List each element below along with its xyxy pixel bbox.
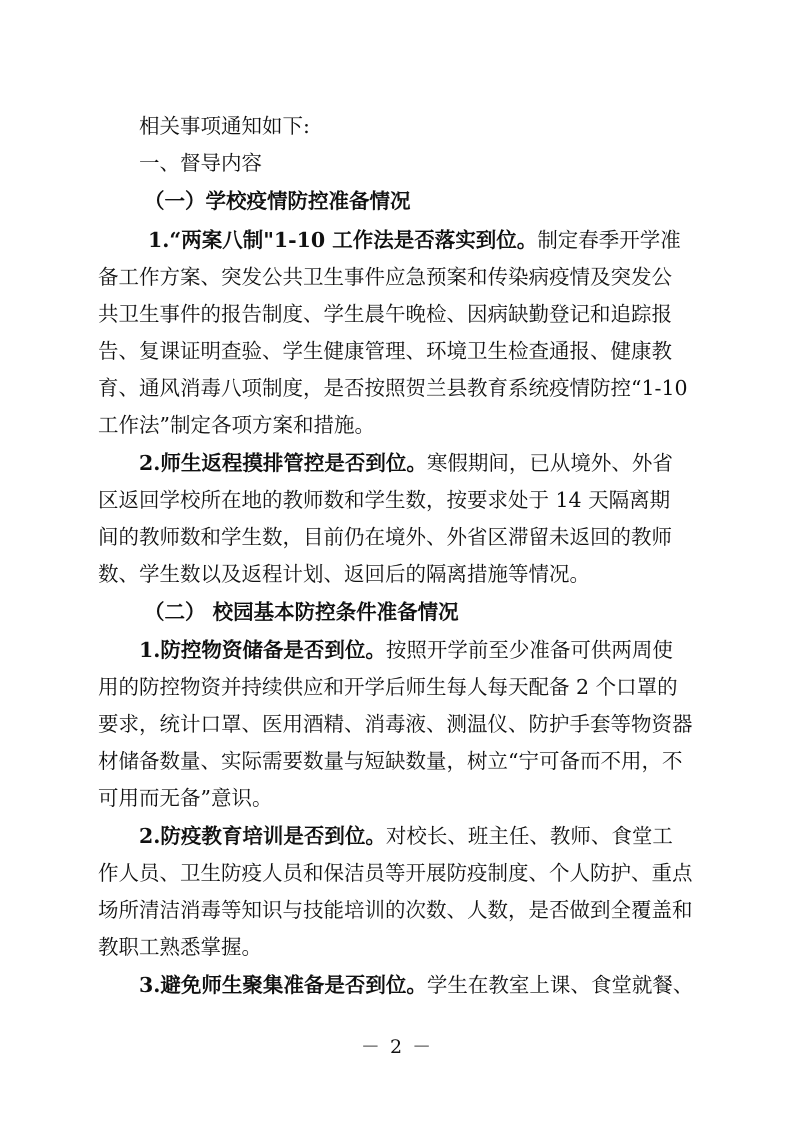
item-1-2-text: 寒假期间，已从境外、外省 [426, 451, 673, 475]
item-2-3-first-line [139, 967, 759, 1004]
item-1-1-line-2: 备工作方案、突发公共卫生事件应急预案和传染病疫情及突发公 [98, 265, 672, 289]
item-1-1-line-4: 告、复课证明查验、学生健康管理、环境卫生检查通报、健康教 [98, 339, 672, 363]
item-2-3-text: 学生在教室上课、食堂就餐、 [426, 973, 694, 997]
item-1-1-first-line [148, 222, 768, 259]
item-2-1-line-4: 材储备数量、实际需要数量与短缺数量，树立“宁可备而不用，不 [98, 749, 683, 773]
item-2-3-heading: 3.避免师生聚集准备是否到位。 [139, 973, 427, 997]
intro-line: 相关事项通知如下: [139, 114, 310, 138]
item-1-1-text: 制定春季开学准 [537, 228, 681, 252]
item-2-2-line-2: 作人员、卫生防疫人员和保洁员等开展防疫制度、个人防护、重点 [98, 861, 693, 885]
item-1-2-line-4: 数、学生数以及返程计划、返回后的隔离措施等情况。 [98, 562, 590, 586]
item-1-2-first-line [139, 445, 759, 482]
item-2-1-text: 按照开学前至少准备可供两周使 [385, 638, 673, 662]
item-1-1-line-6: 工作法”制定各项方案和措施。 [98, 413, 375, 437]
item-2-1-line-2: 用的防控物资并持续供应和开学后师生每人每天配备 2 个口罩的 [98, 675, 678, 699]
item-1-1-line-3: 共卫生事件的报告制度、学生晨午晚检、因病缺勤登记和追踪报 [98, 302, 672, 326]
item-1-1-heading: 1.“两案八制"1-10 工作法是否落实到位。 [148, 228, 538, 252]
sub-section-one-title: （一）学校疫情防控准备情况 [144, 189, 411, 213]
item-2-2-text: 对校长、班主任、教师、食堂工 [385, 824, 673, 848]
item-2-1-heading: 1.防控物资储备是否到位。 [139, 638, 386, 662]
item-1-2-line-2: 区返回学校所在地的教师数和学生数，按要求处于 14 天隔离期 [98, 488, 671, 512]
item-1-2-line-3: 间的教师数和学生数，目前仍在境外、外省区滞留未返回的教师 [98, 525, 672, 549]
section-one-title: 一、督导内容 [139, 151, 262, 175]
page-number: － 2 － [360, 1036, 434, 1058]
item-2-1-line-5: 可用而无备”意识。 [98, 786, 273, 810]
item-1-2-heading: 2.师生返程摸排管控是否到位。 [139, 451, 427, 475]
item-2-2-line-3: 场所清洁消毒等知识与技能培训的次数、人数，是否做到全覆盖和 [98, 898, 693, 922]
item-2-2-line-4: 教职工熟悉掌握。 [98, 935, 262, 959]
item-2-2-first-line [139, 818, 759, 855]
item-2-2-heading: 2.防疫教育培训是否到位。 [139, 824, 386, 848]
item-1-1-line-5: 育、通风消毒八项制度，是否按照贺兰县教育系统疫情防控“1-10 [98, 376, 688, 400]
sub-section-two-title: （二） 校园基本防控条件准备情况 [144, 600, 459, 624]
item-2-1-first-line [139, 632, 759, 669]
item-2-1-line-3: 要求，统计口罩、医用酒精、消毒液、测温仪、防护手套等物资器 [98, 712, 693, 736]
